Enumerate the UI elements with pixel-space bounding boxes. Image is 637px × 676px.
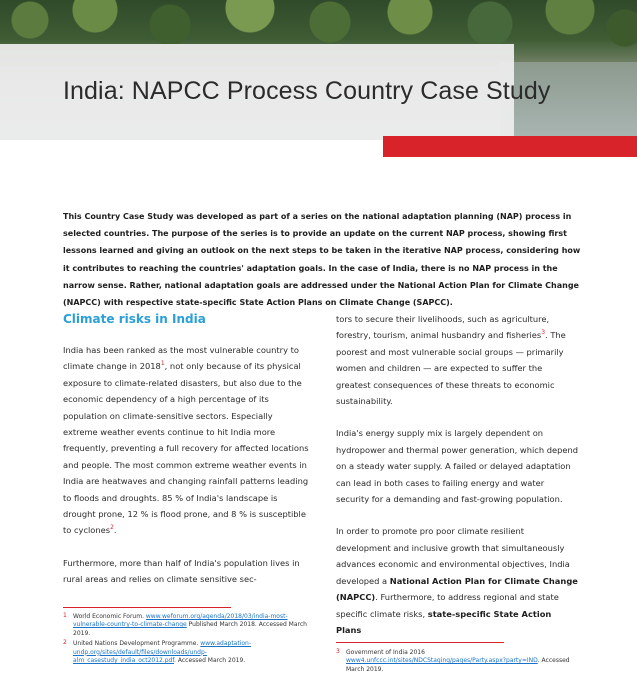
footnote-1: 1 World Economic Forum. www.weforum.org/agenda/2018/03/india-most-vulnerable-country-to-climate-change Published March 2018. Accessed March 2019. — [63, 612, 307, 637]
accent-bar — [383, 136, 637, 157]
footnote-2-link[interactable]: www.adaptation-undp.org/sites/default/files/downloads/undp-alm_casestudy_india_oct2012.pdf — [73, 640, 252, 665]
page-title: India: NAPCC Process Country Case Study — [63, 77, 551, 105]
footnote-3: 3 Government of India 2016 www4.unfccc.int/sites/NDCStaging/pages/Party.aspx?party=IND. Accessed March 2019. — [336, 648, 570, 673]
footnote-divider-right — [336, 642, 504, 643]
intro-paragraph: This Country Case Study was developed as part of a series on the national adaptation planning (NAP) process in selected countries. The purpose of the series is to provide an update on the current NAP process, showing first lessons learned and giving an outlook on the next steps to be taken in the iterative NAP process, considering how it contributes to reaching the countries' adaptation goals. In the case of India, there is no NAP process in the narrow sense. Rather, national adaptation goals are addressed under the National Action Plan for Climate Change (NAPCC) with respective state-specific State Action Plans on Climate Change (SAPCC). — [63, 212, 581, 308]
right-paragraph-2: India's energy supply mix is largely dependent on hydropower and thermal power generation, which depend on a steady water supply. A failed or delayed adaptation can lead in both cases to failing energy and water security for a demanding and fast-growing population. — [336, 428, 579, 505]
left-paragraph-2: Furthermore, more than half of India's population lives in rural areas and relies on climate sensitive sec- — [63, 557, 300, 585]
footnote-ref-2[interactable]: 2 — [110, 524, 114, 532]
footnote-1-link[interactable]: www.weforum.org/agenda/2018/03/india-most-vulnerable-country-to-climate-change — [73, 613, 288, 629]
right-column — [336, 311, 578, 654]
left-paragraph-1: India has been ranked as the most vulnerable country to climate change in 2018$^1$, not only because of its physical exposure to climate-related disasters, but also due to the economic dependency of a high percentage of its population on climate-sensitive sectors. Especially extreme weather events continue to hit India more frequently, preventing a full recovery for affected locations and people. The most common extreme weather events in India are heatwaves and changing rainfall patterns leading to floods and droughts. 85 % of India's landscape is drought prone, 12 % is flood prone, and 8 % is susceptible to cyclones$^2$. — [63, 345, 309, 536]
footnote-2: 2 United Nations Development Programme. www.adaptation-undp.org/sites/default/files/downloads/undp-alm_casestudy_india_oct2012.pdf. Accessed March 2019. — [63, 639, 252, 665]
left-column — [63, 310, 309, 604]
footnotes-left — [63, 613, 307, 667]
right-paragraph-3: In order to promote pro poor climate resilient development and inclusive growth that simultaneously advances economic and environmental objectives, India developed a National Action Plan for Climate Change (NAPCC). Furthermore, to address regional and state specific climate risks, state-specific State Action Plans — [336, 526, 578, 635]
footnote-ref-3[interactable]: 3 — [541, 329, 546, 337]
footnote-3-link[interactable]: www4.unfccc.int/sites/NDCStaging/pages/Party.aspx?party=IND — [346, 657, 538, 665]
footnotes-right — [336, 649, 580, 676]
footnote-divider-left — [63, 607, 231, 608]
footnote-ref-1[interactable]: 1 — [160, 360, 165, 368]
section-title: Climate risks in India — [63, 312, 206, 326]
right-paragraph-1: tors to secure their livelihoods, such as agriculture, forestry, tourism, animal husbandry and fisheries$^3$. The poorest and most vulnerable social groups — primarily women and children — are expected to suffer the greatest consequences of these threats to economic sustainability. — [336, 314, 566, 407]
